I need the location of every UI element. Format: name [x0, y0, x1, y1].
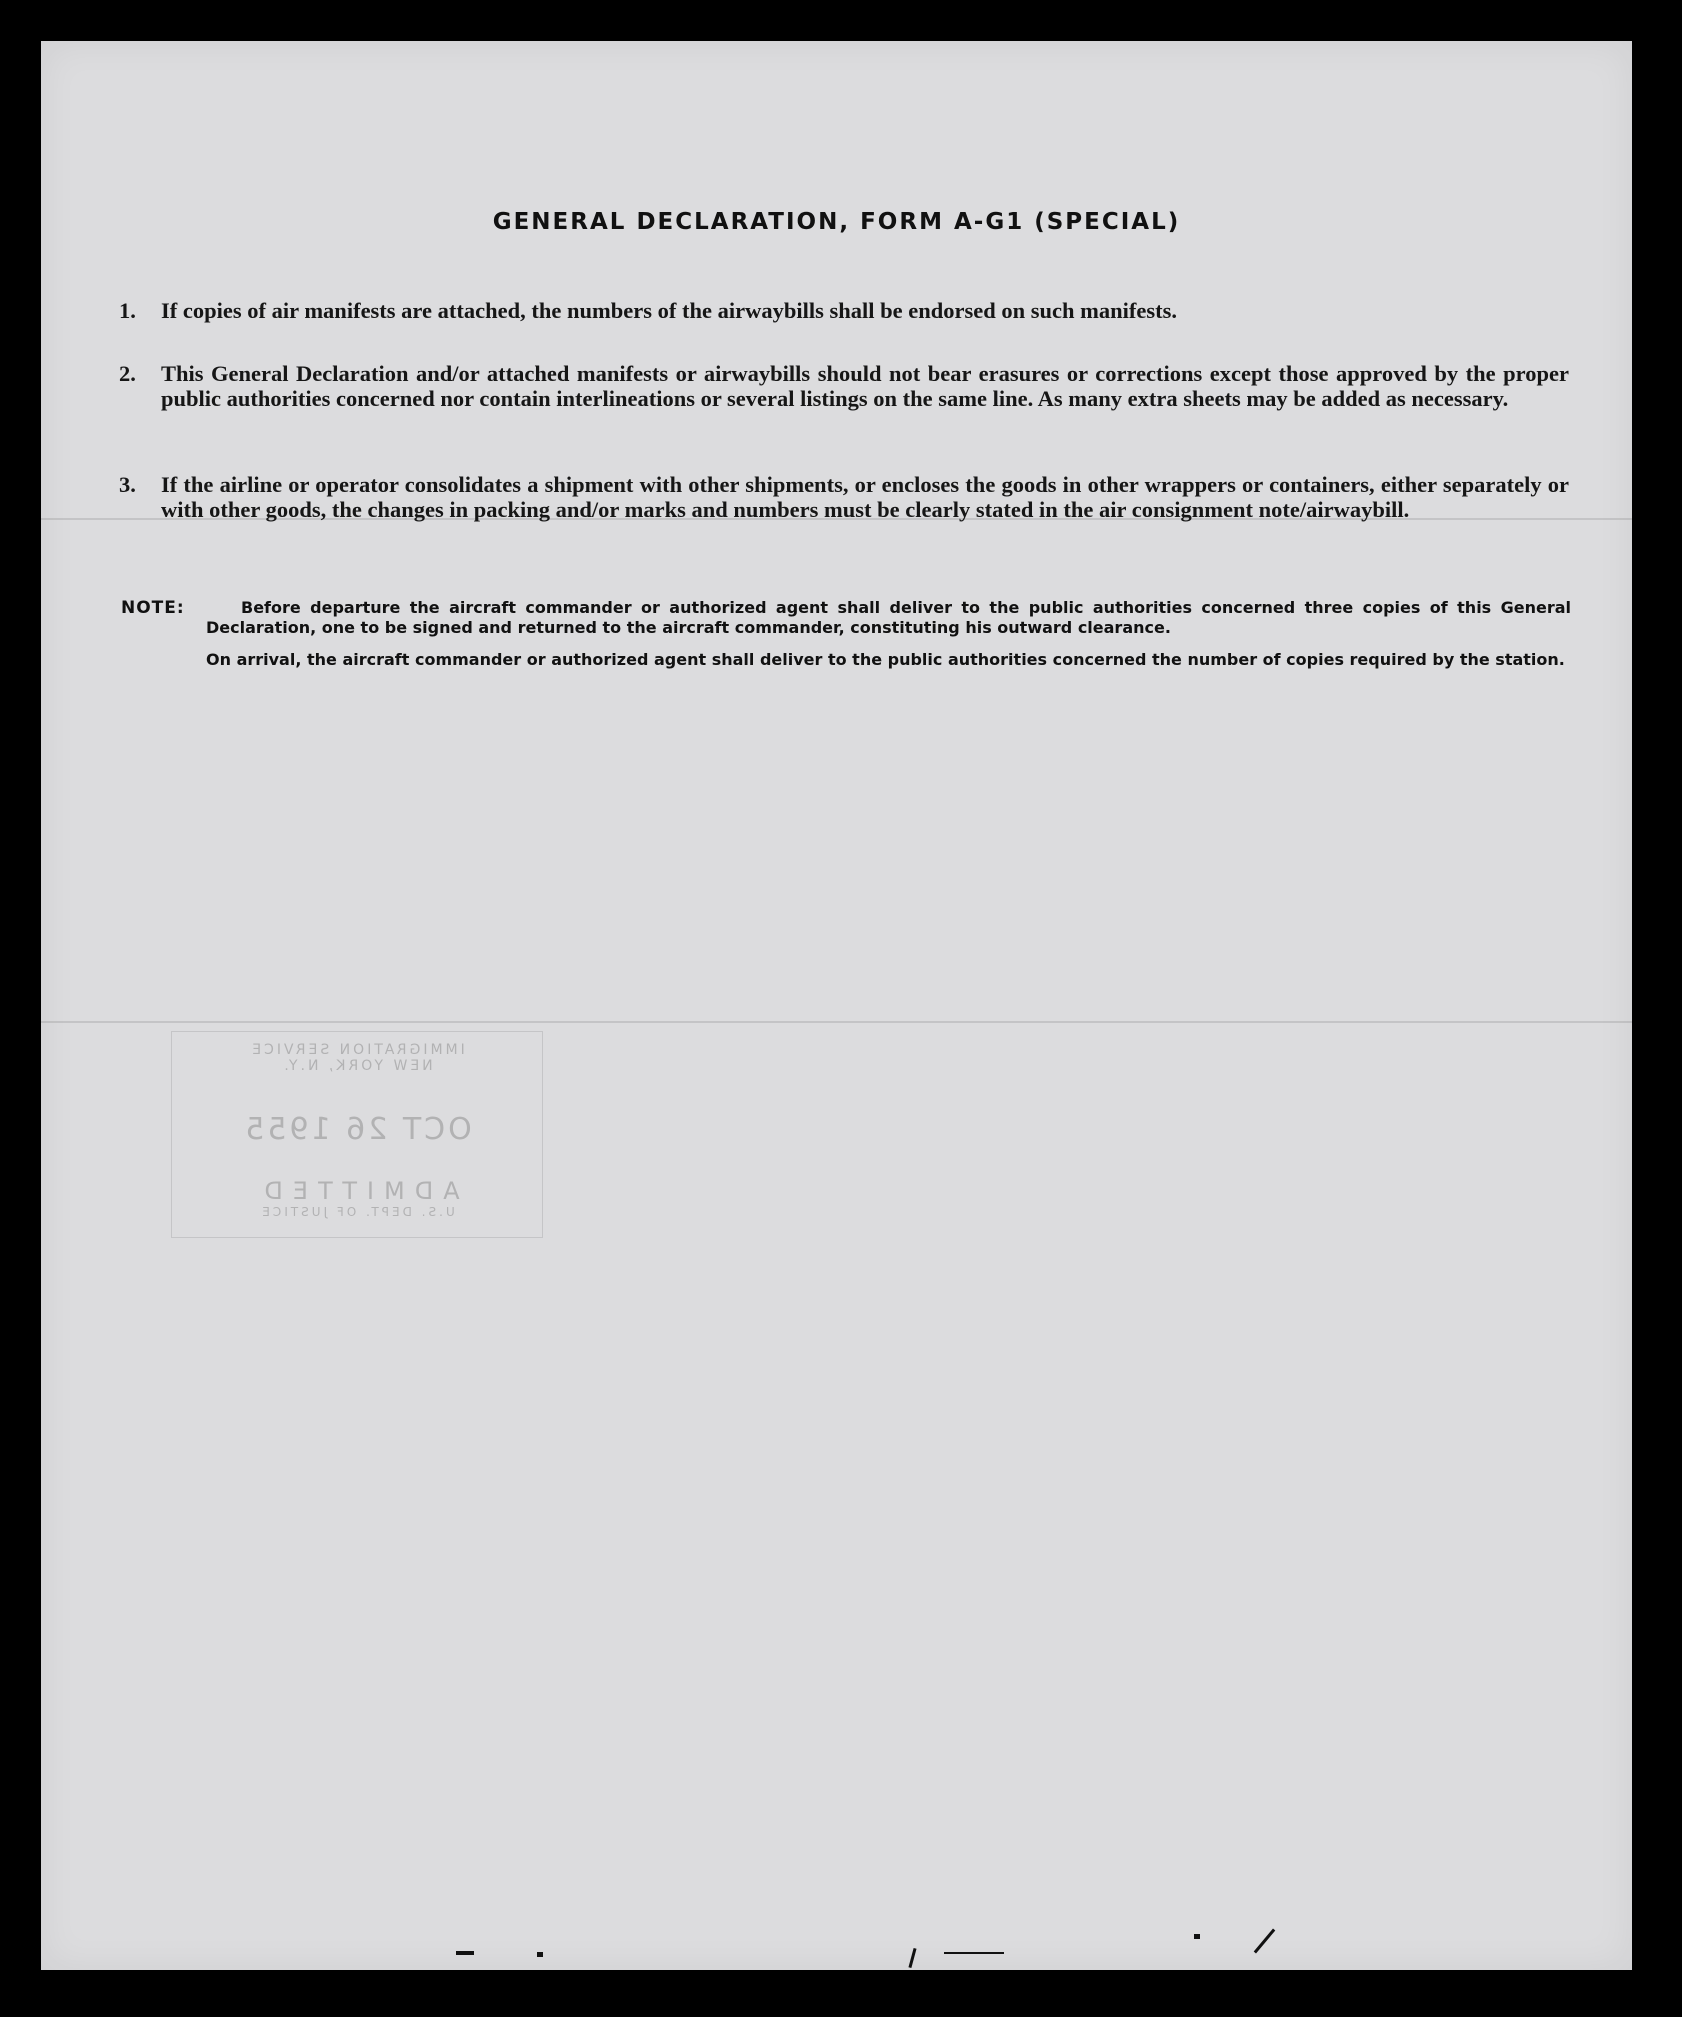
- note-label: NOTE:: [121, 598, 185, 618]
- item-number: 3.: [119, 472, 136, 497]
- fold-line: [41, 1021, 1632, 1023]
- instruction-item-2: [119, 361, 1569, 411]
- note-paragraph-departure: Before departure the aircraft commander or authorized agent shall deliver to the public authorities concerned three copies of this General Declaration, one to be signed and returned to the aircraft commander, constituting his outward clearance.: [206, 598, 1571, 637]
- item-text: If the airline or operator consolidates a shipment with other shipments, or encloses the goods in other wrappers or containers, either separately or with other goods, the changes in packing and/or marks and numbers must be clearly stated in the air consignment note/airwaybill.: [161, 472, 1569, 522]
- instruction-item-1: [119, 298, 1569, 323]
- note-section: [121, 598, 1571, 670]
- document-page: [41, 41, 1632, 1970]
- bleed-through-stamp: [171, 1031, 543, 1238]
- stamp-line: ADMITTED: [254, 1177, 460, 1205]
- note-paragraph-arrival: On arrival, the aircraft commander or authorized agent shall deliver to the public authorities concerned the number of copies required by the station.: [206, 650, 1565, 669]
- ink-mark: [456, 1951, 474, 1955]
- item-text: This General Declaration and/or attached manifests or airwaybills should not bear erasures or corrections except those approved by the proper public authorities concerned nor contain interlineations or several listings on the same line. As many extra sheets may be added as necessary.: [161, 361, 1569, 411]
- stamp-line: NEW YORK, N.Y.: [281, 1058, 433, 1074]
- ink-mark: [908, 1948, 916, 1968]
- ink-mark: [537, 1952, 543, 1957]
- ink-mark: [1194, 1934, 1200, 1939]
- item-text: If copies of air manifests are attached, the numbers of the airwaybills shall be endorsed on such manifests.: [161, 298, 1178, 323]
- stamp-line: U.S. DEPT. OF JUSTICE: [259, 1205, 455, 1219]
- ink-mark: [944, 1952, 1004, 1954]
- item-number: 1.: [119, 298, 136, 323]
- stamp-line: IMMIGRATION SERVICE: [249, 1042, 465, 1058]
- instruction-item-3: [119, 472, 1569, 522]
- document-title: GENERAL DECLARATION, FORM A-G1 (SPECIAL): [492, 209, 1181, 235]
- item-number: 2.: [119, 361, 136, 386]
- stamp-date: OCT 26 1955: [242, 1112, 472, 1147]
- ink-mark: [1254, 1929, 1276, 1954]
